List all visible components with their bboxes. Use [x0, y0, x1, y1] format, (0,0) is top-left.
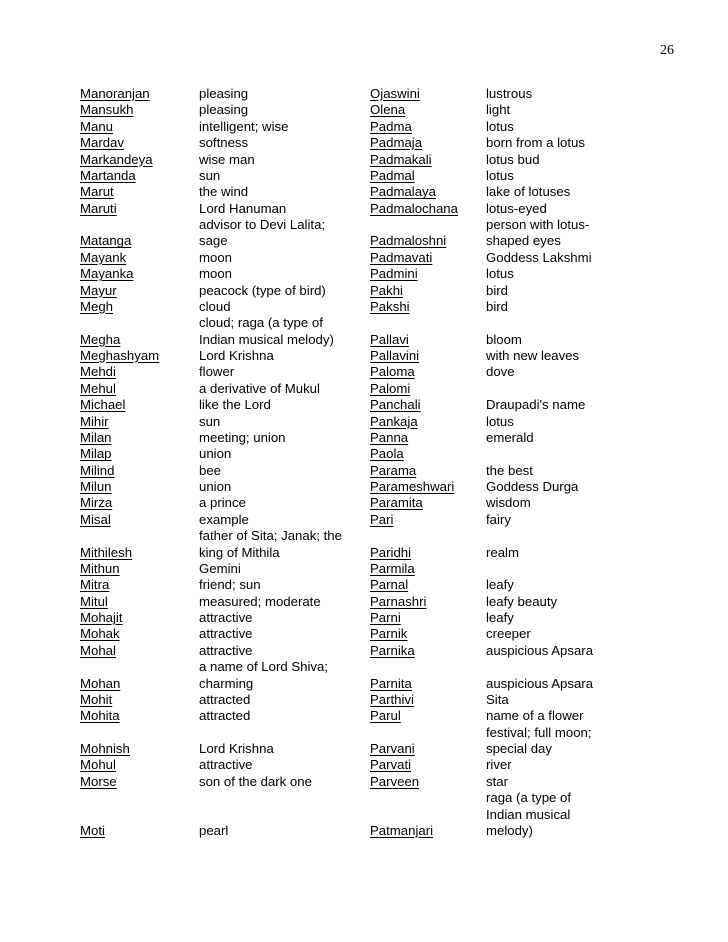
- male-name-meaning: peacock (type of bird): [199, 282, 326, 298]
- male-name-link[interactable]: Moti: [80, 822, 105, 838]
- male-name-link[interactable]: Markandeya: [80, 151, 153, 167]
- female-name-meaning: the best: [486, 462, 533, 478]
- female-name-meaning: Indian musical: [486, 806, 571, 822]
- male-name-link[interactable]: Maruti: [80, 200, 117, 216]
- female-name-meaning: lake of lotuses: [486, 184, 571, 200]
- male-name-link[interactable]: Mohita: [80, 708, 120, 724]
- female-name-meaning: festival; full moon;: [486, 724, 592, 740]
- female-name-link[interactable]: Pankaja: [370, 413, 418, 429]
- male-name-meaning: sun: [199, 413, 221, 429]
- male-name-meaning: moon: [199, 266, 232, 282]
- female-name-meaning: Goddess Lakshmi: [486, 249, 592, 265]
- male-name-meaning: Gemini: [199, 560, 241, 576]
- female-name-link[interactable]: Panna: [370, 429, 409, 445]
- male-name-link[interactable]: Meghashyam: [80, 348, 160, 363]
- female-name-meaning: shaped eyes: [486, 233, 561, 249]
- male-name-link[interactable]: Manu: [80, 118, 113, 134]
- male-name-meaning: pleasing: [199, 86, 249, 101]
- male-name-meaning: friend; sun: [199, 577, 261, 593]
- male-name-meaning: bee: [199, 462, 222, 478]
- male-name-meaning: attractive: [199, 757, 253, 773]
- female-name-link[interactable]: Pakhi: [370, 282, 403, 298]
- female-name-link[interactable]: Paloma: [370, 364, 415, 380]
- female-name-link[interactable]: Pari: [370, 511, 394, 527]
- female-name-link[interactable]: Parnal: [370, 577, 409, 593]
- female-name-link[interactable]: Pallavini: [370, 348, 420, 363]
- male-name-link[interactable]: Mitra: [80, 577, 110, 593]
- male-name-meaning: charming: [199, 675, 254, 691]
- female-name-meaning: river: [486, 757, 512, 773]
- female-name-meaning: special day: [486, 741, 552, 756]
- male-name-link[interactable]: Martanda: [80, 167, 136, 183]
- female-name-meaning: Sita: [486, 691, 509, 707]
- page-number: 26: [660, 43, 674, 58]
- female-name-link[interactable]: Pallavi: [370, 331, 409, 347]
- male-name-meaning: king of Mithila: [199, 544, 280, 560]
- male-name-meaning: the wind: [199, 184, 249, 200]
- female-name-meaning: name of a flower: [486, 708, 584, 724]
- male-name-meaning: pleasing: [199, 102, 249, 118]
- female-name-meaning: lotus: [486, 413, 514, 429]
- male-name-link[interactable]: Mohul: [80, 757, 116, 773]
- female-name-meaning: lotus: [486, 118, 514, 134]
- male-name-link[interactable]: Megha: [80, 331, 121, 347]
- male-name-meaning: attractive: [199, 610, 253, 625]
- male-name-meaning: intelligent; wise: [199, 118, 289, 134]
- male-name-meaning: attractive: [199, 626, 253, 642]
- male-name-meaning: father of Sita; Janak; the: [199, 528, 342, 544]
- female-name-meaning: Goddess Durga: [486, 479, 579, 494]
- male-name-meaning: cloud: [199, 298, 231, 314]
- female-name-link[interactable]: Panchali: [370, 397, 421, 413]
- female-name-link[interactable]: Parul: [370, 708, 401, 724]
- female-name-link[interactable]: Parni: [370, 610, 401, 625]
- female-name-link[interactable]: Parvati: [370, 757, 412, 773]
- male-name-link[interactable]: Mayanka: [80, 266, 134, 282]
- male-name-meaning: flower: [199, 364, 235, 380]
- male-name-meaning: attracted: [199, 708, 251, 724]
- female-name-meaning: wisdom: [486, 495, 531, 511]
- female-name-meaning: lustrous: [486, 86, 533, 101]
- female-name-meaning: lotus: [486, 266, 514, 282]
- female-name-link[interactable]: Padmakali: [370, 151, 432, 167]
- female-name-link[interactable]: Padmavati: [370, 249, 433, 265]
- male-name-link[interactable]: Michael: [80, 397, 126, 413]
- female-name-meaning: lotus: [486, 167, 514, 183]
- male-name-meaning: measured; moderate: [199, 593, 321, 609]
- male-name-meaning: Lord Krishna: [199, 348, 274, 363]
- male-name-meaning: Lord Hanuman: [199, 200, 287, 216]
- male-name-link[interactable]: Matanga: [80, 233, 132, 249]
- male-name-meaning: union: [199, 479, 232, 494]
- male-name-link[interactable]: Mohnish: [80, 741, 130, 756]
- female-name-meaning: leafy beauty: [486, 593, 558, 609]
- male-name-link[interactable]: Milind: [80, 462, 115, 478]
- male-name-link[interactable]: Mohal: [80, 642, 116, 658]
- female-name-link[interactable]: Parveen: [370, 773, 420, 789]
- female-name-meaning: creeper: [486, 626, 531, 642]
- female-name-meaning: bird: [486, 298, 508, 314]
- female-name-link[interactable]: Parama: [370, 462, 417, 478]
- male-name-meaning: Indian musical melody): [199, 331, 334, 347]
- male-name-link[interactable]: Mohan: [80, 675, 121, 691]
- female-name-link[interactable]: Pakshi: [370, 298, 410, 314]
- female-name-link[interactable]: Parvani: [370, 741, 415, 756]
- female-name-meaning: lotus-eyed: [486, 200, 547, 216]
- male-name-meaning: cloud; raga (a type of: [199, 315, 323, 331]
- female-name-link[interactable]: Parnik: [370, 626, 408, 642]
- male-name-meaning: union: [199, 446, 232, 462]
- female-name-meaning: melody): [486, 822, 533, 838]
- male-name-meaning: wise man: [199, 151, 255, 167]
- female-name-link[interactable]: Padmaja: [370, 135, 423, 151]
- male-name-meaning: Lord Krishna: [199, 741, 274, 756]
- male-name-link[interactable]: Morse: [80, 773, 117, 789]
- female-name-link[interactable]: Paridhi: [370, 544, 412, 560]
- female-name-link[interactable]: Padmal: [370, 167, 415, 183]
- female-name-meaning: raga (a type of: [486, 790, 572, 806]
- male-name-meaning: a prince: [199, 495, 246, 511]
- male-name-link[interactable]: Mayur: [80, 282, 117, 298]
- male-name-link[interactable]: Mithilesh: [80, 544, 133, 560]
- female-name-meaning: leafy: [486, 610, 514, 625]
- male-name-link[interactable]: Milan: [80, 429, 112, 445]
- female-name-link[interactable]: Olena: [370, 102, 406, 118]
- male-name-meaning: softness: [199, 135, 249, 151]
- male-name-link[interactable]: Milap: [80, 446, 112, 462]
- female-name-meaning: Draupadi's name: [486, 397, 586, 413]
- male-name-link[interactable]: Mihir: [80, 413, 109, 429]
- male-name-link[interactable]: Mohajit: [80, 610, 123, 625]
- female-name-link[interactable]: Parnashri: [370, 593, 427, 609]
- female-name-meaning: realm: [486, 544, 519, 560]
- male-name-link[interactable]: Mardav: [80, 135, 124, 151]
- male-name-meaning: attractive: [199, 642, 253, 658]
- female-name-meaning: bloom: [486, 331, 522, 347]
- male-name-meaning: a name of Lord Shiva;: [199, 659, 329, 675]
- female-name-meaning: with new leaves: [486, 348, 580, 363]
- male-name-meaning: attracted: [199, 691, 251, 707]
- female-name-meaning: light: [486, 102, 511, 118]
- female-name-link[interactable]: Parmila: [370, 560, 415, 576]
- male-name-link[interactable]: Mansukh: [80, 102, 134, 118]
- male-name-meaning: moon: [199, 249, 232, 265]
- male-name-link[interactable]: Mohit: [80, 691, 113, 707]
- female-name-link[interactable]: Padmini: [370, 266, 418, 282]
- female-name-meaning: fairy: [486, 511, 511, 527]
- male-name-meaning: like the Lord: [199, 397, 271, 413]
- female-name-link[interactable]: Patmanjari: [370, 822, 434, 838]
- male-name-link[interactable]: Milun: [80, 479, 112, 494]
- male-name-link[interactable]: Megh: [80, 298, 113, 314]
- male-name-meaning: pearl: [199, 822, 229, 838]
- female-name-link[interactable]: Parthivi: [370, 691, 414, 707]
- female-name-link[interactable]: Paola: [370, 446, 404, 462]
- female-name-link[interactable]: Padma: [370, 118, 412, 134]
- male-name-link[interactable]: Mohak: [80, 626, 120, 642]
- female-name-link[interactable]: Padmaloshni: [370, 233, 447, 249]
- male-name-meaning: a derivative of Mukul: [199, 380, 320, 396]
- male-name-meaning: sun: [199, 167, 221, 183]
- female-name-link[interactable]: Ojaswini: [370, 86, 420, 101]
- female-name-meaning: bird: [486, 282, 508, 298]
- male-name-link[interactable]: Mirza: [80, 495, 113, 511]
- female-name-meaning: dove: [486, 364, 515, 380]
- female-name-link[interactable]: Padmalaya: [370, 184, 436, 200]
- female-name-link[interactable]: Padmalochana: [370, 200, 458, 216]
- female-name-link[interactable]: Parnita: [370, 675, 412, 691]
- male-name-link[interactable]: Misal: [80, 511, 111, 527]
- female-name-link[interactable]: Parameshwari: [370, 479, 455, 494]
- female-name-meaning: leafy: [486, 577, 514, 593]
- female-name-meaning: auspicious Apsara: [486, 642, 594, 658]
- female-name-meaning: born from a lotus: [486, 135, 585, 151]
- male-name-meaning: sage: [199, 233, 228, 249]
- female-name-meaning: star: [486, 773, 508, 789]
- male-name-link[interactable]: Mayank: [80, 249, 127, 265]
- male-name-link[interactable]: Manoranjan: [80, 86, 150, 101]
- female-name-link[interactable]: Paramita: [370, 495, 423, 511]
- male-name-link[interactable]: Mehul: [80, 380, 116, 396]
- female-name-meaning: person with lotus-: [486, 217, 590, 232]
- male-name-link[interactable]: Mithun: [80, 560, 120, 576]
- male-name-link[interactable]: Marut: [80, 184, 114, 200]
- female-name-meaning: lotus bud: [486, 151, 540, 167]
- male-name-link[interactable]: Mehdi: [80, 364, 116, 380]
- female-name-meaning: emerald: [486, 429, 534, 445]
- male-name-link[interactable]: Mitul: [80, 593, 108, 609]
- male-name-meaning: son of the dark one: [199, 773, 312, 789]
- male-name-meaning: advisor to Devi Lalita;: [199, 217, 326, 232]
- female-name-link[interactable]: Palomi: [370, 380, 411, 396]
- female-name-link[interactable]: Parnika: [370, 642, 415, 658]
- female-name-meaning: auspicious Apsara: [486, 675, 594, 691]
- male-name-meaning: example: [199, 511, 249, 527]
- male-name-meaning: meeting; union: [199, 429, 286, 445]
